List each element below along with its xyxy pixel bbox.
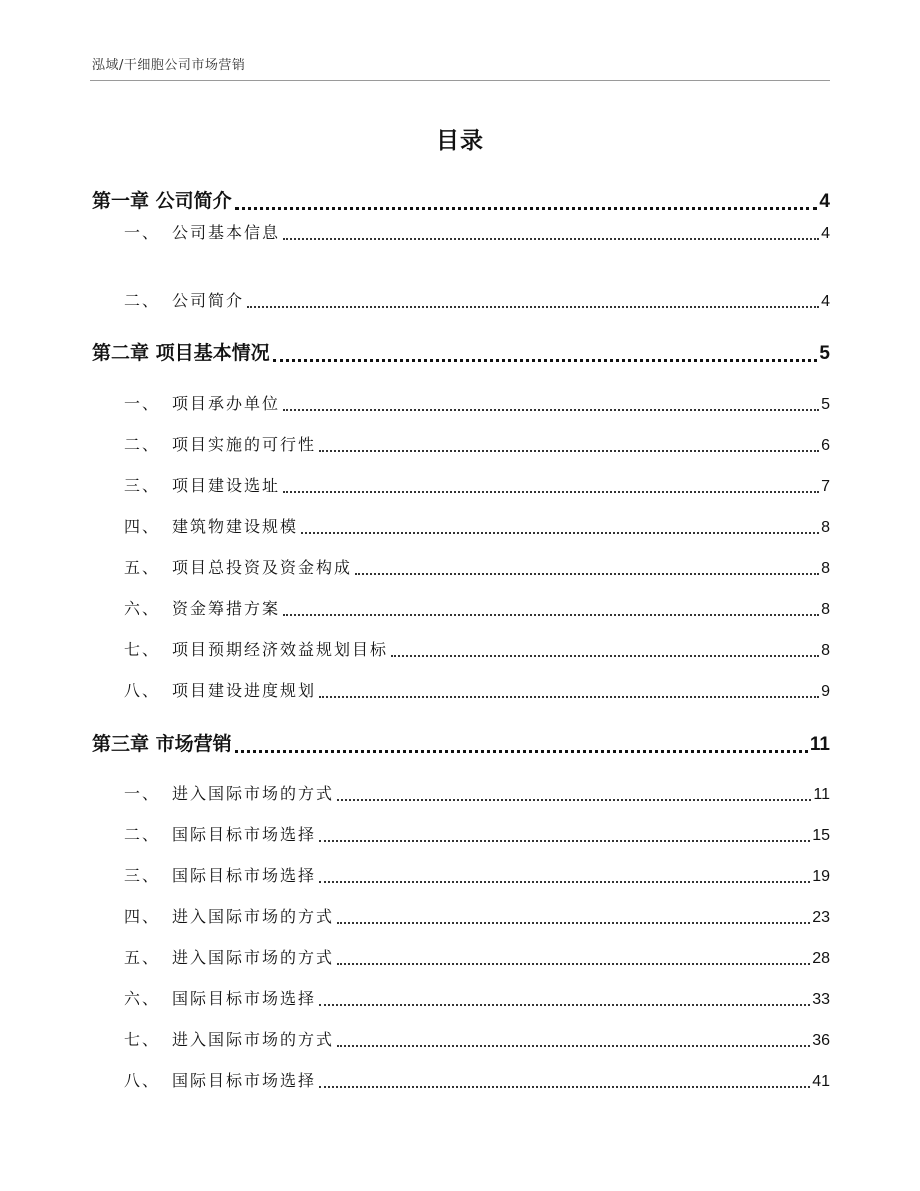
toc-page-number: 5: [819, 343, 830, 364]
dot-leader: [319, 450, 819, 452]
toc-page-number: 41: [812, 1073, 830, 1090]
dot-leader: [247, 306, 819, 308]
dot-leader: [319, 840, 810, 842]
toc-entry-2-7[interactable]: [124, 637, 830, 660]
toc-entry-label: 项目建设进度规划: [172, 681, 317, 700]
toc-entry-1-1[interactable]: [124, 220, 830, 243]
dot-leader: [337, 1045, 810, 1047]
dot-leader: [319, 696, 819, 698]
toc-page-number: 8: [821, 642, 830, 659]
toc-page-number: 15: [812, 827, 830, 844]
toc-chapter-1[interactable]: [92, 186, 830, 213]
toc-entry-label: 国际目标市场选择: [172, 989, 317, 1008]
toc-page-number: 19: [812, 868, 830, 885]
toc-entry-2-3[interactable]: [124, 473, 830, 496]
toc-entry-3-2[interactable]: [124, 822, 830, 845]
toc-entry-3-8[interactable]: [124, 1068, 830, 1091]
toc-entry-2-4[interactable]: [124, 514, 830, 537]
toc-chapter-label: 第一章 公司简介: [92, 190, 232, 212]
toc-chapter-2[interactable]: [92, 338, 830, 365]
toc-page-number: 5: [821, 396, 830, 413]
toc-entry-number: 四、: [124, 907, 161, 926]
toc-page-number: 11: [809, 734, 830, 755]
dot-leader: [301, 532, 819, 534]
dot-leader: [235, 207, 818, 210]
toc-entry-3-3[interactable]: [124, 863, 830, 886]
toc-entry-label: 项目承办单位: [172, 394, 281, 413]
toc-entry-label: 公司基本信息: [172, 223, 281, 242]
toc-entry-label: 项目预期经济效益规划目标: [172, 640, 389, 659]
toc-entry-label: 资金筹措方案: [172, 599, 281, 618]
toc-entry-number: 二、: [124, 291, 161, 310]
toc-page-number: 6: [821, 437, 830, 454]
toc-page-number: 8: [821, 519, 830, 536]
toc-entry-label: 项目总投资及资金构成: [172, 558, 353, 577]
dot-leader: [337, 963, 810, 965]
toc-page-number: 4: [821, 293, 830, 310]
toc-entry-number: 三、: [124, 866, 161, 885]
toc-entry-label: 建筑物建设规模: [172, 517, 299, 536]
toc-page-number: 36: [812, 1032, 830, 1049]
toc-entry-number: 八、: [124, 681, 161, 700]
toc-chapter-label: 第二章 项目基本情况: [92, 342, 270, 364]
dot-leader: [235, 750, 808, 753]
toc-entry-number: 五、: [124, 558, 161, 577]
toc-entry-label: 项目实施的可行性: [172, 435, 317, 454]
toc-entry-3-5[interactable]: [124, 945, 830, 968]
toc-chapter-3[interactable]: [92, 729, 830, 756]
toc-page-number: 4: [819, 191, 830, 212]
toc-page-number: 28: [812, 950, 830, 967]
dot-leader: [319, 881, 810, 883]
toc-entry-label: 进入国际市场的方式: [172, 948, 335, 967]
toc-entry-2-5[interactable]: [124, 555, 830, 578]
toc-entry-2-6[interactable]: [124, 596, 830, 619]
dot-leader: [283, 491, 819, 493]
toc-entry-label: 进入国际市场的方式: [172, 1030, 335, 1049]
dot-leader: [319, 1086, 810, 1088]
toc-title: 目录: [436, 128, 484, 154]
toc-entry-number: 六、: [124, 599, 161, 618]
toc-page-number: 4: [821, 225, 830, 242]
toc-entry-label: 项目建设选址: [172, 476, 281, 495]
toc-entry-3-7[interactable]: [124, 1027, 830, 1050]
dot-leader: [283, 238, 819, 240]
toc-entry-number: 六、: [124, 989, 161, 1008]
toc-entry-label: 国际目标市场选择: [172, 825, 317, 844]
toc-page-number: 7: [821, 478, 830, 495]
toc-entry-2-2[interactable]: [124, 432, 830, 455]
toc-entry-3-4[interactable]: [124, 904, 830, 927]
toc-entry-number: 二、: [124, 825, 161, 844]
dot-leader: [391, 655, 819, 657]
toc-page-number: 9: [821, 683, 830, 700]
toc-entry-number: 一、: [124, 223, 161, 242]
running-header: 泓域/干细胞公司市场营销: [92, 58, 246, 73]
toc-entry-2-8[interactable]: [124, 678, 830, 701]
toc-entry-3-6[interactable]: [124, 986, 830, 1009]
toc-entry-number: 七、: [124, 1030, 161, 1049]
dot-leader: [355, 573, 819, 575]
toc-page-number: 8: [821, 601, 830, 618]
toc-page-number: 8: [821, 560, 830, 577]
toc-entry-number: 二、: [124, 435, 161, 454]
toc-entry-label: 国际目标市场选择: [172, 866, 317, 885]
toc-entry-1-2[interactable]: [124, 288, 830, 311]
header-divider: [90, 80, 830, 81]
toc-entry-2-1[interactable]: [124, 391, 830, 414]
dot-leader: [273, 359, 818, 362]
toc-entry-number: 七、: [124, 640, 161, 659]
toc-entry-number: 一、: [124, 784, 161, 803]
toc-entry-number: 三、: [124, 476, 161, 495]
toc-entry-number: 一、: [124, 394, 161, 413]
dot-leader: [337, 799, 811, 801]
toc-page-number: 23: [812, 909, 830, 926]
toc-entry-number: 五、: [124, 948, 161, 967]
toc-entry-label: 国际目标市场选择: [172, 1071, 317, 1090]
toc-entry-label: 进入国际市场的方式: [172, 907, 335, 926]
dot-leader: [283, 409, 819, 411]
toc-entry-label: 公司简介: [172, 291, 245, 310]
toc-entry-number: 八、: [124, 1071, 161, 1090]
dot-leader: [319, 1004, 810, 1006]
toc-entry-3-1[interactable]: [124, 781, 830, 804]
dot-leader: [283, 614, 819, 616]
dot-leader: [337, 922, 810, 924]
toc-page-number: 11: [813, 786, 830, 803]
toc-chapter-label: 第三章 市场营销: [92, 733, 232, 755]
toc-page-number: 33: [812, 991, 830, 1008]
toc-entry-number: 四、: [124, 517, 161, 536]
toc-entry-label: 进入国际市场的方式: [172, 784, 335, 803]
